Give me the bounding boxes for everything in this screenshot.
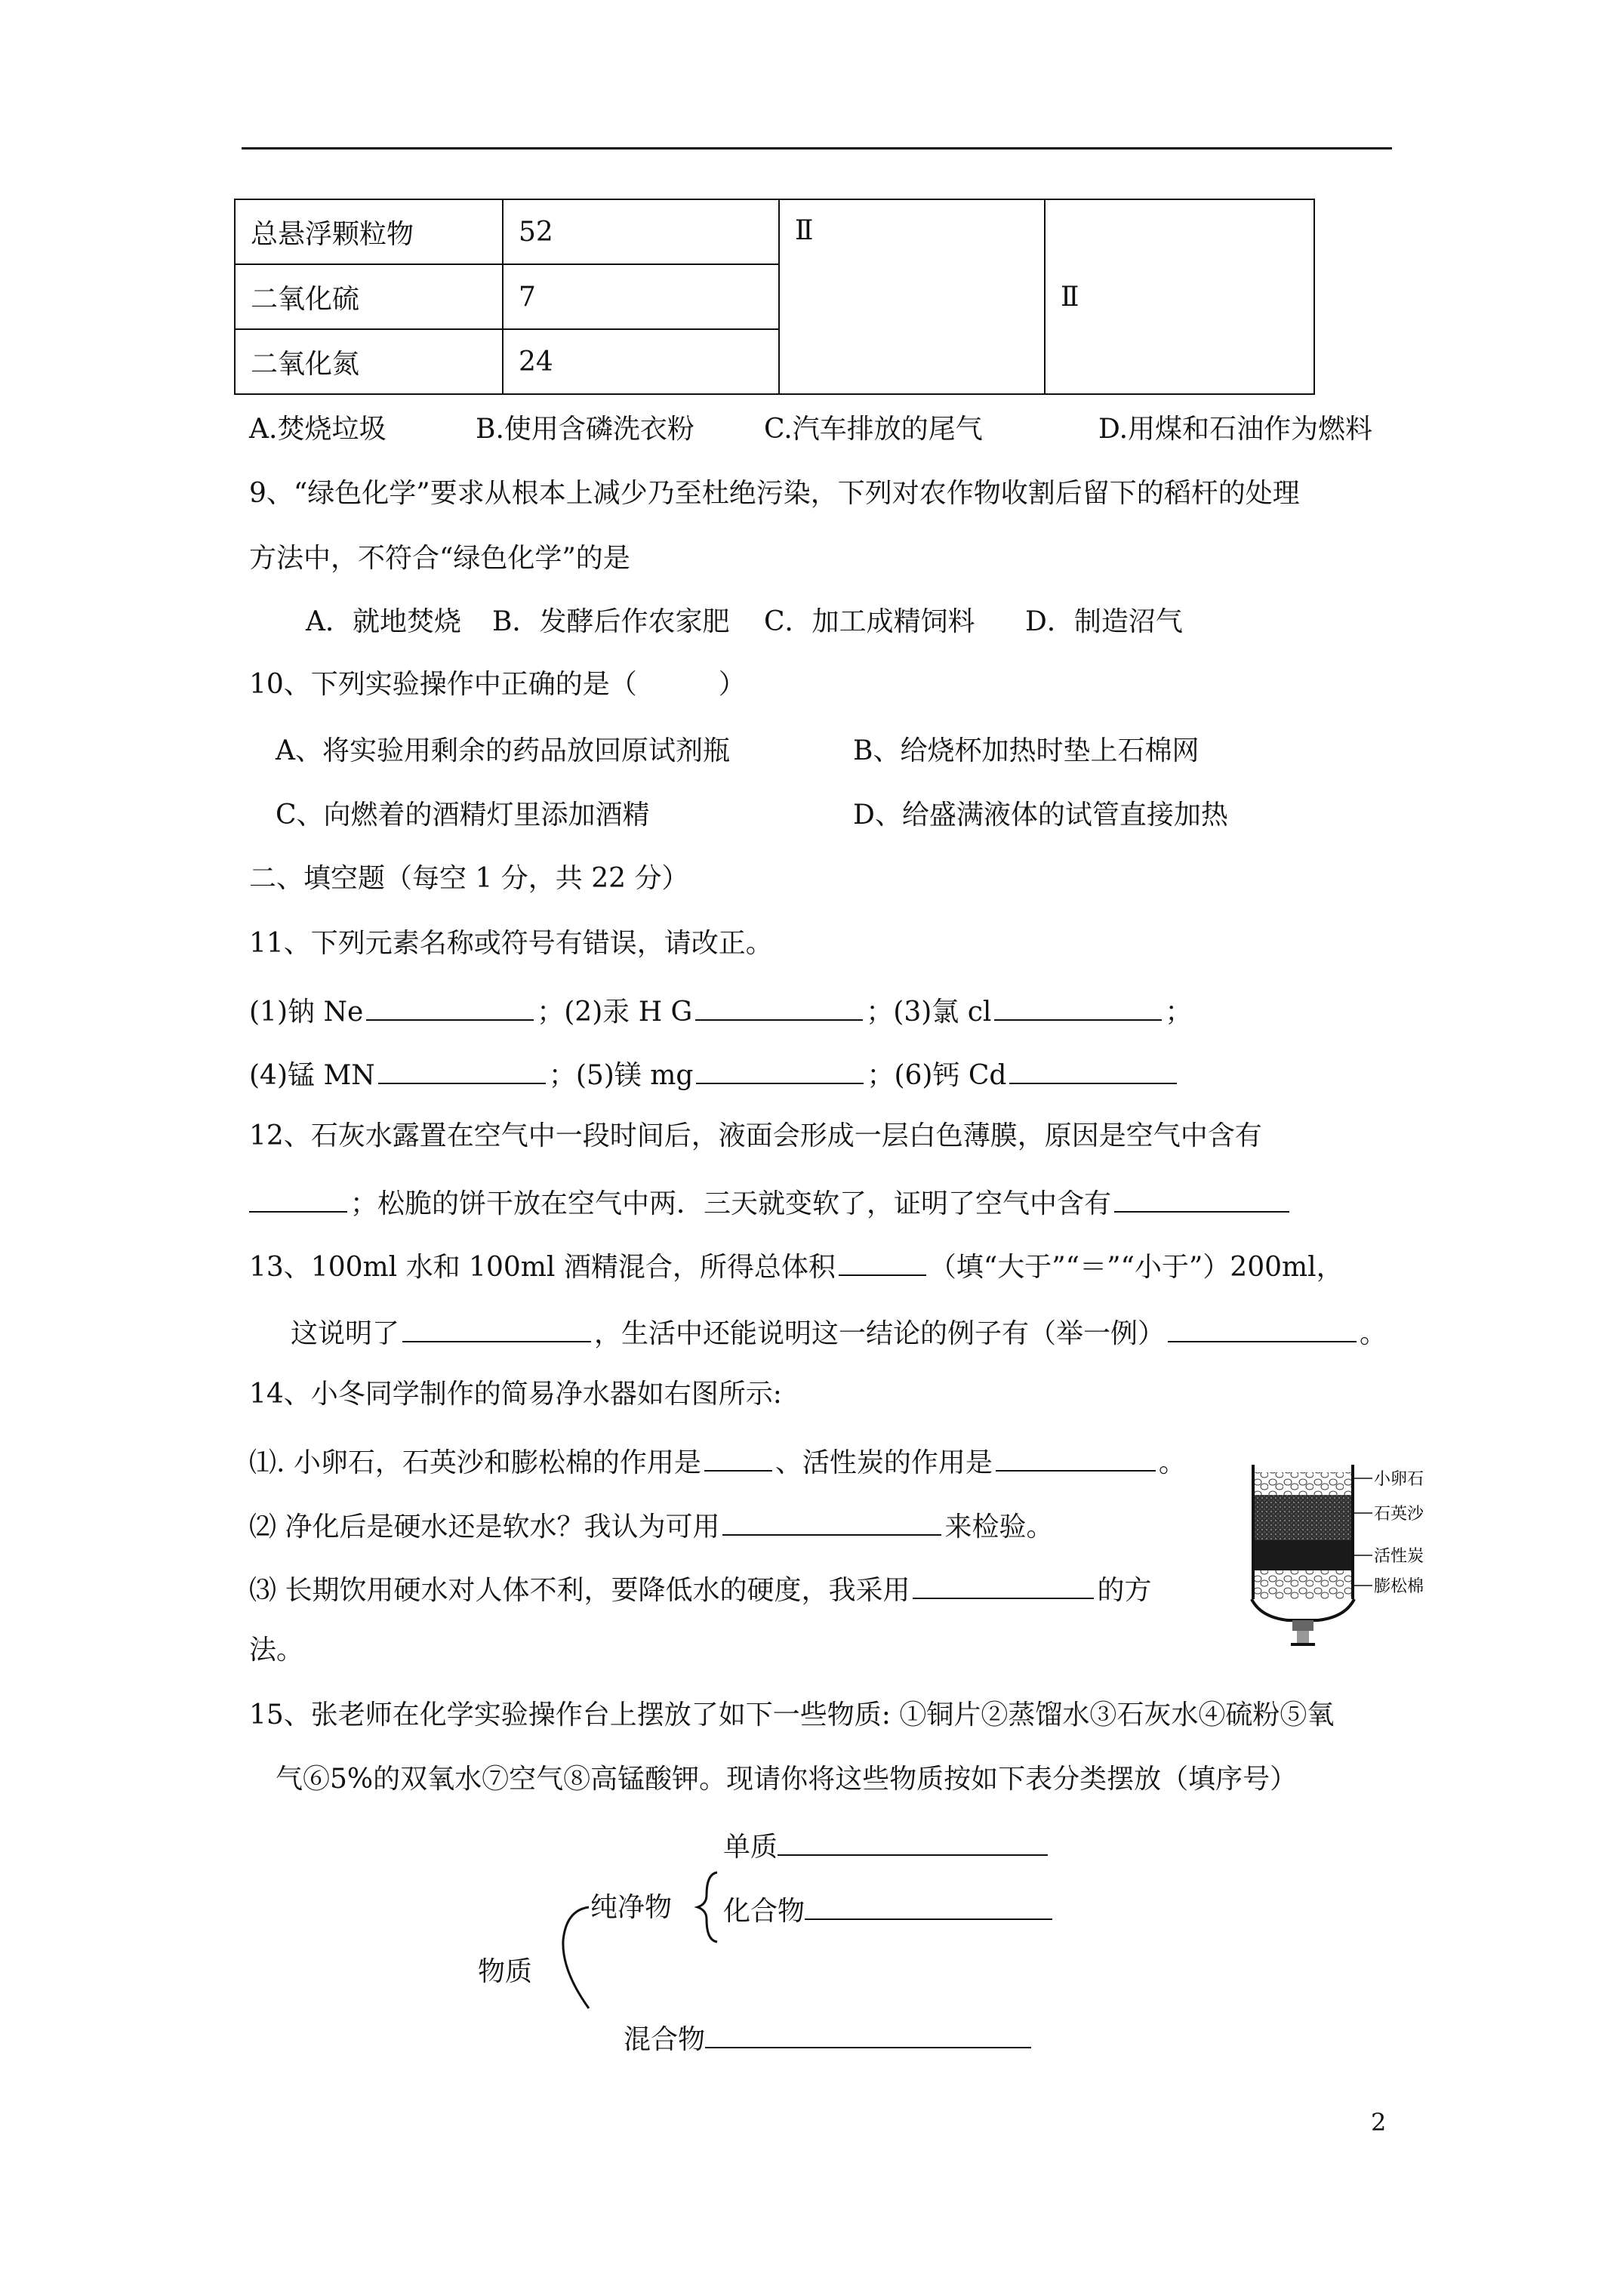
index-cell: 52 bbox=[503, 199, 779, 264]
pebble-layer bbox=[1255, 1472, 1351, 1495]
answer-blank[interactable] bbox=[696, 1056, 864, 1084]
root-brace bbox=[563, 1907, 589, 2008]
q15-line1: 15、张老师在化学实验操作台上摆放了如下一些物质: ①铜片②蒸馏水③石灰水④硫粉⑤氧 bbox=[249, 1700, 1335, 1730]
label-activated-carbon: 活性炭 bbox=[1374, 1547, 1424, 1566]
tree-compound-label: 化合物 bbox=[723, 1896, 805, 1927]
q14-item3-text: ⑶ 长期饮用硬水对人体不利，要降低水的硬度，我采用 bbox=[249, 1575, 910, 1606]
answer-blank[interactable] bbox=[996, 1443, 1156, 1472]
tree-pure-label: 纯净物 bbox=[590, 1892, 673, 1923]
q14-item2-text: ⑵ 净化后是硬水还是软水？我认为可用 bbox=[249, 1512, 720, 1542]
q11-row2 bbox=[249, 1056, 1180, 1093]
label-pebbles: 小卵石 bbox=[1374, 1470, 1424, 1489]
q14-item1 bbox=[249, 1443, 1186, 1480]
q9-stem-line1: 9、“绿色化学”要求从根本上减少乃至杜绝污染，下列对农作物收割后留下的稻杆的处理 bbox=[249, 478, 1300, 509]
label-cotton: 膨松棉 bbox=[1374, 1577, 1424, 1596]
q10-stem: 10、下列实验操作中正确的是（ ） bbox=[249, 669, 746, 700]
q11-stem: 11、下列元素名称或符号有错误，请改正。 bbox=[249, 928, 773, 959]
tree-root-label: 物质 bbox=[478, 1956, 533, 1987]
q15-line2: 气⑥5%的双氧水⑦空气⑧高锰酸钾。现请你将这些物质按如下表分类摆放（填序号） bbox=[276, 1764, 1298, 1795]
answer-blank[interactable] bbox=[1009, 1056, 1177, 1084]
tree-compound bbox=[723, 1891, 1055, 1928]
q11-row1 bbox=[249, 992, 1192, 1029]
answer-blank[interactable] bbox=[778, 1827, 1048, 1856]
tree-mixture bbox=[624, 2020, 1034, 2057]
q13-line2 bbox=[291, 1314, 1387, 1351]
q9-option-d: D．制造沼气 bbox=[1025, 606, 1183, 637]
index-cell: 24 bbox=[503, 329, 779, 394]
q9-option-c: C．加工成精饲料 bbox=[764, 606, 975, 637]
figure-labels bbox=[1351, 1470, 1424, 1596]
purifier-body bbox=[1252, 1465, 1354, 1646]
q14-stem: 14、小冬同学制作的简易净水器如右图所示: bbox=[249, 1379, 782, 1410]
q11-item-3: ；(3)氯 cl bbox=[866, 997, 992, 1028]
q13-line1-tail: （填“大于”“＝”“小于”）200ml， bbox=[929, 1252, 1344, 1283]
cotton-layer bbox=[1255, 1570, 1351, 1599]
q11-item-sep: ； bbox=[1165, 997, 1193, 1028]
pollutant-cell: 二氧化氮 bbox=[235, 329, 503, 394]
q10-option-d: D、给盛满液体的试管直接加热 bbox=[853, 800, 1228, 831]
tree-mixture-label: 混合物 bbox=[624, 2024, 706, 2055]
q13-line2-mid: ，生活中还能说明这一结论的例子有（举一例） bbox=[594, 1318, 1166, 1349]
q13-line2-text: 这说明了 bbox=[291, 1318, 400, 1349]
label-quartz-sand: 石英沙 bbox=[1374, 1505, 1424, 1524]
page-number: 2 bbox=[1371, 2108, 1387, 2137]
q12-line2-text: ；松脆的饼干放在空气中两．三天就变软了，证明了空气中含有 bbox=[350, 1188, 1112, 1219]
q8-option-a: A.焚烧垃圾 bbox=[249, 414, 387, 445]
q14-item3-cont: 法。 bbox=[249, 1635, 304, 1666]
q14-item2 bbox=[249, 1507, 1053, 1544]
q12-line1: 12、石灰水露置在空气中一段时间后，液面会形成一层白色薄膜，原因是空气中含有 bbox=[249, 1120, 1262, 1151]
q11-item-4: (4)锰 MN bbox=[249, 1060, 375, 1091]
q14-item3-end: 的方 bbox=[1097, 1575, 1152, 1606]
answer-blank[interactable] bbox=[994, 992, 1162, 1021]
answer-blank[interactable] bbox=[402, 1314, 591, 1342]
answer-blank[interactable] bbox=[695, 992, 863, 1021]
answer-blank[interactable] bbox=[839, 1247, 926, 1276]
quartz-sand-layer bbox=[1255, 1495, 1351, 1540]
q8-option-b: B.使用含磷洗衣粉 bbox=[476, 414, 694, 445]
answer-blank[interactable] bbox=[722, 1507, 941, 1536]
pollutant-cell: 二氧化硫 bbox=[235, 264, 503, 329]
answer-blank[interactable] bbox=[366, 992, 534, 1021]
answer-blank[interactable] bbox=[913, 1570, 1094, 1599]
q9-option-a: A．就地焚烧 bbox=[306, 606, 461, 637]
index-cell: 7 bbox=[503, 264, 779, 329]
q11-item-1: (1)钠 Ne bbox=[249, 997, 364, 1028]
answer-blank[interactable] bbox=[1168, 1314, 1357, 1342]
answer-blank[interactable] bbox=[705, 2020, 1031, 2048]
answer-blank[interactable] bbox=[805, 1891, 1052, 1920]
q12-line2 bbox=[249, 1184, 1292, 1221]
grade-cell: Ⅱ bbox=[779, 199, 1045, 394]
q14-item1-end: 。 bbox=[1158, 1447, 1186, 1478]
tree-element bbox=[723, 1827, 1051, 1864]
tree-element-label: 单质 bbox=[723, 1832, 778, 1863]
q11-item-5: ；(5)镁 mg bbox=[548, 1060, 694, 1091]
q9-stem-line2: 方法中，不符合“绿色化学”的是 bbox=[249, 543, 630, 574]
q14-item2-end: 来检验。 bbox=[944, 1512, 1054, 1542]
q13-line1-text: 13、100ml 水和 100ml 酒精混合，所得总体积 bbox=[249, 1252, 836, 1283]
answer-blank[interactable] bbox=[378, 1056, 546, 1084]
pollutant-cell: 总悬浮颗粒物 bbox=[235, 199, 503, 264]
section-title: 二、填空题（每空 1 分，共 22 分） bbox=[249, 863, 689, 894]
header-rule bbox=[242, 147, 1392, 149]
air-quality-table bbox=[234, 199, 1315, 395]
q10-option-c: C、向燃着的酒精灯里添加酒精 bbox=[276, 800, 650, 831]
q8-option-c: C.汽车排放的尾气 bbox=[764, 414, 983, 445]
answer-blank[interactable] bbox=[1114, 1184, 1289, 1213]
activated-carbon-layer bbox=[1255, 1540, 1351, 1570]
water-purifier-figure bbox=[1238, 1442, 1442, 1653]
q11-item-6: ；(6)钙 Cd bbox=[867, 1060, 1007, 1091]
answer-blank[interactable] bbox=[249, 1184, 347, 1213]
q8-option-d: D.用煤和石油作为燃料 bbox=[1098, 414, 1373, 445]
q9-option-b: B．发酵后作农家肥 bbox=[492, 606, 730, 637]
q14-item3 bbox=[249, 1570, 1151, 1607]
q13-line2-end: 。 bbox=[1360, 1318, 1387, 1349]
pure-brace bbox=[698, 1872, 717, 1942]
answer-blank[interactable] bbox=[704, 1443, 772, 1472]
q10-option-a: A、将实验用剩余的药品放回原试剂瓶 bbox=[276, 735, 730, 766]
table-row bbox=[235, 199, 1314, 264]
q11-item-2: ；(2)汞 H G bbox=[537, 997, 693, 1028]
tree-braces bbox=[528, 1865, 740, 2016]
q14-item1-mid: 、活性炭的作用是 bbox=[775, 1447, 993, 1478]
q13-line1 bbox=[249, 1247, 1344, 1284]
q10-option-b: B、给烧杯加热时垫上石棉网 bbox=[853, 735, 1200, 766]
q14-item1-text: ⑴. 小卵石，石英沙和膨松棉的作用是 bbox=[249, 1447, 701, 1478]
status-cell: Ⅱ bbox=[1045, 199, 1314, 394]
